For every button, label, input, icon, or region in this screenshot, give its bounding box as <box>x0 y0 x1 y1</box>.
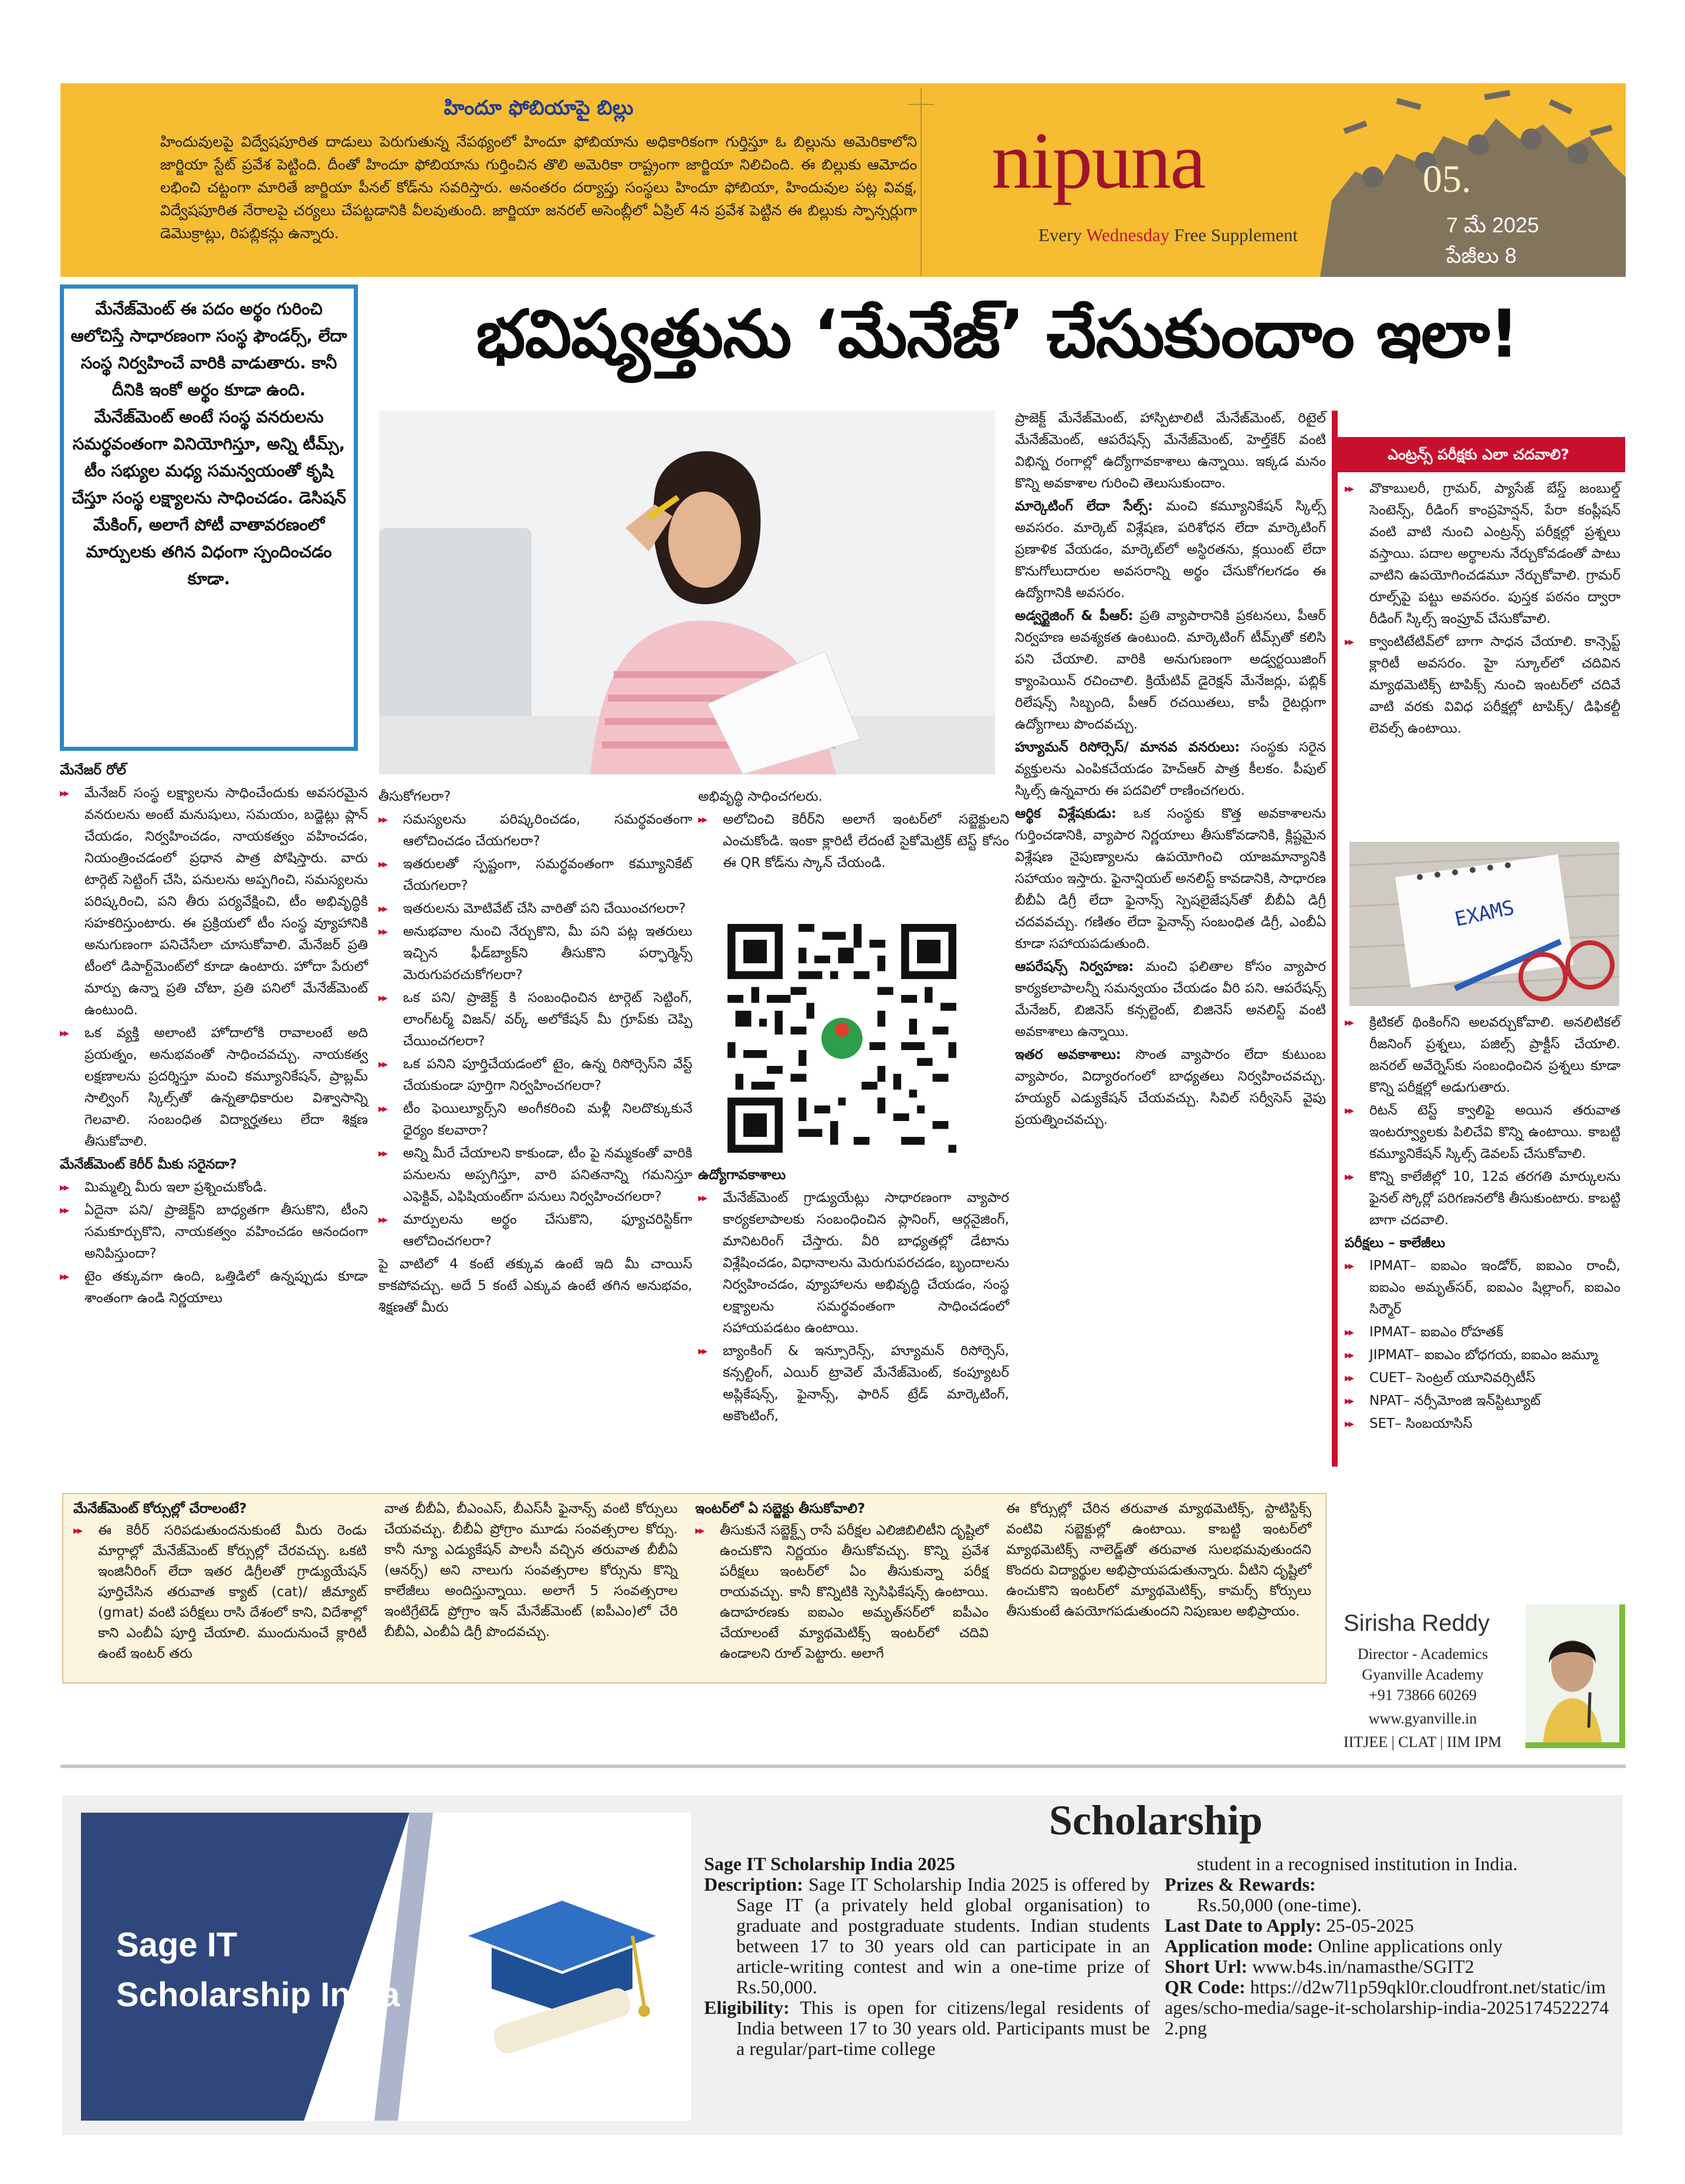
courses-text: వాత బీబీఏ, బీఎంఎస్, బీఎస్‌సీ ఫైనాన్స్ వంటి కోర్సులు చేయవచ్చు. బీబీఏ ప్రోగ్రాం మూడు సంవత్సరాల కోర్సు. కానీ న్యూ ఎడ్యుకేషన్ పాలసీ వచ్చిన తరువాత బీబీఏ (ఆనర్స్) అని నాలుగు సంవత్సరాల కోర్సును కొన్ని కాలేజీలు అందిస్తున్నాయి. అలాగే 5 సంవత్సరాల ఇంటిగ్రేటెడ్ ప్రోగ్రాం ఇన్ మేనేజ్‌మెంట్ (ఐపీఎం)లో చేరి బీబీఏ, ఎంబీఏ డిగ్రీ పొందవచ్చు. <box>384 1501 678 1640</box>
header-news-brief <box>60 83 940 277</box>
issue-pages: పేజీలు 8 <box>1446 243 1517 268</box>
banner-line-2: Scholarship India <box>116 1976 400 2014</box>
exams-heading: పరీక్షలు – కాలేజీలు <box>1345 1235 1446 1251</box>
scholarship-prize: Rs.50,000 (one-time). <box>1197 1894 1362 1915</box>
paragraph: పై వాటిలో 4 కంటే తక్కువ ఉంటే ఇది మీ చాయిస్ కాకపోవచ్చు. అదే 5 కంటే ఎక్కువ ఉంటే తగిన అనుభవం, శిక్షణతో మీరు <box>378 1257 692 1315</box>
exams-notebook-photo <box>1349 842 1619 1006</box>
expert-role: Director - Academics <box>1357 1645 1488 1662</box>
paragraph-other: ఇతర అవకాశాలు: సొంత వ్యాపారం లేదా కుటుంబ వ్యాపారం, విద్యారంగంలో బాధ్యతలు నిర్వహించవచ్చు. హయ్యర్ ఎడ్యుకేషన్ చేయవచ్చు. సివిల్ సర్వీసెస్ వైపు ప్రయత్నించవచ్చు. <box>1015 1047 1326 1127</box>
scholarship-title: Scholarship <box>1048 1797 1263 1844</box>
inter-subject-text: ఈ కోర్సుల్లో చేరిన తరువాత మ్యాథమెటిక్స్, స్టాటిస్టిక్స్ వంటివి సబ్జెక్టుల్లో ఉంటాయి. కాబట్టి ఇంటర్‌లో మ్యాథమెటిక్స్ నాలెడ్జ్‌తో తరువాత సులభమవుతుందని కొందరు విద్యార్థుల అభిప్రాయపడుతున్నారు. వీటిని దృష్టిలో ఉంచుకొని ఇంటర్‌లో మ్యాథమెటిక్స్, కామర్స్ కోర్సులు తీసుకుంటే ఉపయోగపడుతుందని నిపుణుల అభిప్రాయం. <box>1006 1501 1311 1619</box>
expert-phone: +91 73866 60269 <box>1369 1687 1477 1704</box>
section-heading-career-fit: మేనేజ్‌మెంట్ కెరీర్ మీకు సరైనదా? <box>60 1157 237 1172</box>
expert-org: Gyanville Academy <box>1362 1666 1484 1683</box>
courses-col-2 <box>384 1499 678 1644</box>
list-item: ▸▸ ఒక వ్యక్తి అలాంటి హోదాలోకి రావాలంటే అది ప్రయత్నం, అనుభవంతో సాధించవచ్చు. నాయకత్వ లక్షణాలను ప్రదర్శిస్తూ మంచి కమ్యూనికేషన్, ప్రాబ్లమ్ సాల్వింగ్ స్కిల్స్‌తో ఉన్నతాధికారుల విశ్వాసాన్ని గెలవాలి. సంబంధిత విద్యార్హతలు లేదా శిక్షణ తీసుకోవాలి. <box>60 1022 368 1153</box>
column-4 <box>1015 408 1326 1132</box>
qr-code[interactable] <box>728 924 956 1153</box>
list-item: ▸▸ మేనేజ్‌మెంట్ గ్రాడ్యుయేట్లు సాధారణంగా వ్యాపార కార్యకలాపాలకు సంబంధించిన ప్లానింగ్, ఆర్గనైజింగ్, మానిటరింగ్ చేస్తారు. వీరి బాధ్యతల్లో డేటాను విశ్లేషించడం, విధానాలను మెరుగుపరచడం, బృందాలను నిర్వహించడం, వ్యూహాలను అభివృద్ధి చేయడం, సంస్థ లక్ష్యాలను సమర్థవంతంగా సాధించడంలో సహాయపడటం ఉంటాయి. <box>698 1187 1009 1339</box>
list-item: ▸▸ కొన్ని కాలేజీల్లో 10, 12వ తరగతి మార్కులను ఫైనల్ స్కోర్లో పరిగణనలోకి తీసుకుంటారు. కాబట్టి బాగా చదవాలి. <box>1345 1166 1620 1231</box>
list-item: ▸▸ క్రిటికల్ థింకింగ్‌ని అలవర్చుకోవాలి. అనలిటికల్ రీజనింగ్ ప్రశ్నలు, పజిల్స్ ప్రాక్టీస్ చేయాలి. జనరల్ అవేర్నెస్‌కు సంబంధించిన ప్రశ్నలు కూడా కొన్ని పరీక్షల్లో అడుగుతారు. <box>1345 1012 1620 1099</box>
scholarship-description: Description: Sage IT Scholarship India 2025 is offered by Sage IT (a privately held global organisation) to graduate and postgraduate students. Indian students between 17 to 30 years old can participate in an article-writing contest and win a one-time prize of Rs.50,000. <box>704 1874 1151 1997</box>
list-item: ▸▸ వొకాబులరీ, గ్రామర్, ప్యాసేజ్ బేస్డ్ జంబుల్డ్ సెంటెన్స్, రీడింగ్ కాంప్రహెన్షన్, పేరా కంప్లీషన్ వంటి వాటి నుంచి ఎంట్రన్స్ పరీక్షల్లో ప్రశ్నలు వస్తాయి. పదాల అర్థాలను నేర్చుకోవడంతో పాటు వాటిని ఉపయోగించడమూ నేర్చుకోవాలి. గ్రామర్ రూల్స్‌పై పట్టు అవసరం. పుస్తక పఠనం ద్వారా రీడింగ్ స్కిల్స్ ఇంప్రూవ్ చేసుకోవాలి. <box>1345 478 1620 630</box>
inter-subject-text: ▸▸ తీసుకునే సబ్జెక్ట్స్ రాసే పరీక్షల ఎలిజిబిలిటీని దృష్టిలో ఉంచుకొని నిర్ణయం తీసుకోవచ్చు. కొన్ని ప్రవేశ పరీక్షలు ఇంటర్‌లో ఏం తీసుకున్నా పరీక్ష రాయవచ్చు. కానీ కొన్నిటికి స్పెసిఫికేషన్స్ ఉంటాయి. ఉదాహరణకు ఐఐఎం అమృత్‌సర్‌లో ఐపీఎం చేయాలంటే మ్యాథమెటిక్స్ ఇంటర్‌లో చదివి ఉండాలని రూల్ పెట్టారు. అలాగే <box>695 1521 989 1664</box>
expert-website[interactable]: www.gyanville.in <box>1368 1710 1477 1727</box>
column-2 <box>378 786 692 1320</box>
scholarship-eligibility-cont: student in a recognised institution in India. <box>1197 1853 1518 1874</box>
list-item: ▸▸ మార్పులను అర్థం చేసుకొని, ఫ్యూచరిస్టిక్‌గా ఆలోచించగలరా? <box>378 1209 692 1252</box>
list-item: ▸▸ బ్యాంకింగ్ & ఇన్సూరెన్స్, హ్యూమన్ రిసోర్సెస్, కన్సల్టింగ్, ఎయిర్ ట్రావెల్ మేనేజ్‌మెంట్, కంప్యూటర్ అప్లికేషన్స్, ఫైనాన్స్, ఫారిన్ ట్రేడ్ మార్కెటింగ్, అకౌంటింగ్, <box>698 1340 1009 1427</box>
column-3-bottom <box>698 1164 1009 1428</box>
exam-item: ▸▸ JIPMAT– ఐఐఎం బోధగయ, ఐఐఎం జమ్మూ <box>1345 1345 1620 1366</box>
scholarship-mode: Application mode: Online applications only <box>1165 1935 1503 1956</box>
list-item: ▸▸ టైం తక్కువగా ఉంది, ఒత్తిడిలో ఉన్నప్పుడు కూడా శాంతంగా ఉండి నిర్ణయాలు <box>60 1266 368 1309</box>
courses-col-4 <box>1006 1499 1311 1623</box>
sidebar-heading: ఎంట్రన్స్ పరీక్షకు ఎలా చదవాలి? <box>1332 437 1625 472</box>
section-heading-jobs: ఉద్యోగావకాశాలు <box>698 1167 786 1183</box>
scholarship-prize-label: Prizes & Rewards: <box>1165 1874 1316 1895</box>
sidebar-tips-top <box>1345 478 1620 741</box>
scholarship-qr-link[interactable]: QR Code: https://d2w7l1p59qkl0r.cloudfront.net/static/images/scho-media/sage-it-scholarship-india-20251745222742.png <box>1165 1976 1609 2039</box>
list-item: ▸▸ క్వాంటిటేటివ్‌లో బాగా సాధన చేయాలి. కాన్సెప్ట్ క్లారిటీ అవసరం. హై స్కూల్‌లో చదివిన మ్యాథమెటిక్స్ టాపిక్స్ నుంచి ఇంటర్‌లో చదివే వాటి వరకు వివిధ పరీక్షల్లో టాపిక్స్/ డిఫికల్టీ లెవల్స్ ఉంటాయి. <box>1345 631 1620 740</box>
scholarship-name: Sage IT Scholarship India 2025 <box>704 1853 955 1874</box>
scholarship-eligibility: Eligibility: This is open for citizens/legal residents of India between 17 to 30 years old. Participants must be a regular/part-time college <box>704 1997 1151 2059</box>
issue-date: 7 మే 2025 <box>1446 213 1539 237</box>
list-item: ▸▸ సమస్యలను పరిష్కరించడం, సమర్థవంతంగా ఆలోచించడం చేయగలరా? <box>378 809 692 852</box>
exam-item: ▸▸ NPAT– నర్సీమోంజి ఇన్‌స్టిట్యూట్ <box>1345 1390 1620 1412</box>
paragraph: తీసుకోగలరా? <box>378 789 451 804</box>
sidebar-accent-bar <box>1332 411 1338 1467</box>
expert-avatar <box>1525 1604 1625 1748</box>
paragraph-advertising: అడ్వర్టైజింగ్ & పీఆర్: ప్రతి వ్యాపారానికి ప్రకటనలు, పీఆర్ నిర్వహణ అవశ్యకత ఉంటుంది. మార్కెటింగ్ టీమ్స్‌తో కలిసి పని చేయాలి. వారికి అనుగుణంగా అడ్వర్టయిజింగ్ క్యాంపెయిన్ రచించాలి. క్రియేటివ్ డైరెక్షన్ మేనేజర్లు, పబ్లిక్ రిలేషన్స్ సిబ్బంది, పీఆర్ రచయితలు, కాపీ రైటర్లుగా ఉద్యోగాలు పొందవచ్చు. <box>1015 608 1326 732</box>
section-heading-manager-role: మేనేజర్ రోల్ <box>60 763 126 778</box>
intro-box: మేనేజ్‌మెంట్ ఈ పదం అర్థం గురించి ఆలోచిస్తే సాధారణంగా సంస్థ ఫౌండర్స్, లేదా సంస్థ నిర్వహించే వారికి వాడుతారు. కానీ దీనికి ఇంకో అర్థం కూడా ఉంది. మేనేజ్‌మెంట్ అంటే సంస్థ వనరులను సమర్థవంతంగా వినియోగిస్తూ, అన్ని టీమ్స్, టీం సభ్యుల మధ్య సమన్వయంతో కృషి చేస్తూ సంస్థ లక్ష్యాలను సాధించడం. డెసిషన్ మేకింగ్, అలాగే పోటీ వాతావరణంలో మార్పులకు తగిన విధంగా స్పందించడం కూడా. <box>60 285 358 751</box>
expert-name: Sirisha Reddy <box>1344 1610 1490 1636</box>
expert-tags: IITJEE | CLAT | IIM IPM <box>1344 1733 1502 1750</box>
section-divider <box>60 1765 1626 1768</box>
scholarship-url[interactable]: Short Url: www.b4s.in/namasthe/SGIT2 <box>1165 1956 1474 1977</box>
brand-logo: nipuna <box>992 116 1205 205</box>
list-item: ▸▸ ఒక పని/ ప్రాజెక్ట్ కి సంబంధించిన టార్గెట్ సెట్టింగ్, లాంగ్‌టర్మ్ విజన్/ వర్క్ అలోకేషన్ మీ గ్రూప్‌కు చెప్పి చేయించగలరా? <box>378 987 692 1052</box>
scholarship-deadline: Last Date to Apply: 25-05-2025 <box>1165 1915 1414 1936</box>
exam-item: ▸▸ IPMAT– ఐఐఎం రోహతక్ <box>1345 1322 1620 1343</box>
list-item: ▸▸ ఒక పనిని పూర్తిచేయడంలో టైం, ఉన్న రిసోర్సెస్‌ని వేస్ట్ చేయకుండా పూర్తిగా నిర్వహించగలరా? <box>378 1054 692 1097</box>
cross-divider-icon <box>904 88 939 276</box>
column-1 <box>60 760 368 1311</box>
paragraph: ప్రాజెక్ట్ మేనేజ్‌మెంట్, హాస్పిటాలిటీ మేనేజ్‌మెంట్, రిటైల్ మేనేజ్‌మెంట్, ఆపరేషన్స్ మేనేజ్‌మెంట్, హెల్త్‌కేర్ వంటి విభిన్న రంగాల్లో ఉద్యోగావకాశాలు ఉన్నాయి. ఇక్కడ మనం కొన్ని అవకాశాల గురించి తెలుసుకుందాం. <box>1015 411 1326 491</box>
courses-col-3 <box>695 1499 989 1665</box>
paragraph-marketing: మార్కెటింగ్ లేదా సేల్స్: మంచి కమ్యూనికేషన్ స్కిల్స్ అవసరం. మార్కెట్ విశ్లేషణ, పరిశోధన లేదా మార్కెటింగ్ ప్రణాళిక వేయడం, మార్కెట్‌లో అస్థిరతను, క్లయింట్ లేదా కొనుగోలుదారుల అవసరాన్ని అర్థం చేసుకోగలగడం ఈ ఉద్యోగానికి అవసరం. <box>1015 499 1326 601</box>
column-3-top <box>698 786 1009 875</box>
courses-text: ▸▸ ఈ కెరీర్ సరిపడుతుందనుకుంటే మీరు రెండు మార్గాల్లో మేనేజ్‌మెంట్ కోర్సుల్లో చేరవచ్చు. ఒకటి ఇంజినీరింగ్ లేదా ఇతర డిగ్రీలతో గ్రాడ్యుయేషన్ పూర్తిచేసిన తరువాత క్యాట్ (cat)/ జీమ్యాట్ (gmat) వంటి పరీక్షలు రాసి దేశంలో కాని, విదేశాల్లో కాని ఎంబీఏ పూర్తి చేయాలి. ముందునుంచే క్లారిటీ ఉంటే ఇంటర్ తరు <box>73 1521 367 1664</box>
student-photo <box>379 411 995 774</box>
list-item: ▸▸ అలోచించి కెరీర్‌ని అలాగే ఇంటర్‌లో సబ్జెక్టులని ఎంచుకోండి. ఇంకా క్లారిటీ లేదంటే సైకోమెట్రిక్ టెస్ట్ కోసం ఈ QR కోడ్‌ను స్కాన్ చేయండి. <box>698 809 1009 874</box>
exam-item: ▸▸ CUET– సెంట్రల్ యూనివర్సిటీస్ <box>1345 1367 1620 1389</box>
sidebar-tips-bottom <box>1345 1012 1620 1436</box>
paragraph-operations: ఆపరేషన్స్ నిర్వహణ: మంచి ఫలితాల కోసం వ్యాపార కార్యకలాపాలన్నీ సమన్వయం చేయడం వీరి పని. ఆపరేషన్స్ మేనేజర్, బిజినెస్ కన్సల్టెంట్, బిజినెస్ అనలిస్ట్ వంటి అవకాశాలు ఉన్నాయి. <box>1015 959 1326 1039</box>
exam-item: ▸▸ IPMAT– ఐఐఎం ఇండోర్, ఐఐఎం రాంచీ, ఐఐఎం అమృత్‌సర్, ఐఐఎం షిల్లాంగ్, ఐఐఎం సిర్మౌర్ <box>1345 1255 1620 1320</box>
courses-col-1 <box>73 1499 367 1665</box>
list-item: ▸▸ మిమ్మల్ని మీరు ఇలా ప్రశ్నించుకోండి. <box>60 1177 368 1198</box>
courses-heading: మేనేజ్‌మెంట్ కోర్సుల్లో చేరాలంటే? <box>73 1501 247 1516</box>
page-headline: భవిష్యత్తును ‘మేనేజ్’ చేసుకుందాం ఇలా! <box>476 296 1519 373</box>
scholarship-banner <box>81 1813 691 2121</box>
paragraph-financial-analyst: ఆర్థిక విశ్లేషకుడు: ఒక సంస్థకు కొత్త అవకాశాలను గుర్తించడానికి, వ్యాపార నిర్ణయాలు తీసుకోవడానికి, క్లిష్టమైన విశ్లేషణ నైపుణ్యాలను ఉపయోగించి యాజమాన్యానికి సహాయం ఇస్తారు. ఫైనాన్షియల్ అనలిస్ట్ కావడానికి, సాధారణ బీబీఏ డిగ్రీ లేదా ఫైనాన్స్ స్పెషలైజేషన్‌తో బీబీఏ డిగ్రీ చదవవచ్చు. గణితం లేదా ఫైనాన్స్ సంబంధిత డిగ్రీ, ఎంబీఏ కూడా సహాయపడుతుంది. <box>1015 806 1326 952</box>
paragraph-hr: హ్యూమన్ రిసోర్సెస్/ మానవ వనరులు: సంస్థకు సరైన వ్యక్తులను ఎంపికచేయడం హెచ్‌ఆర్ పాత్ర కీలకం. పీపుల్ స్కిల్స్ ఉన్నవారు ఈ పదవిలో రాణించగలరు. <box>1015 740 1326 798</box>
banner-line-1: Sage IT <box>116 1926 238 1964</box>
list-item: ▸▸ అనుభవాల నుంచి నేర్చుకొని, మీ పని పట్ల ఇతరులు ఇచ్చిన ఫీడ్‌బ్యాక్‌ని తీసుకొని పర్ఫార్మెన్స్ మెరుగుపరచుకోగలరా? <box>378 921 692 986</box>
list-item: ▸▸ ఇతరులతో స్పష్టంగా, సమర్థవంతంగా కమ్యూనికేట్ చేయగలరా? <box>378 854 692 897</box>
paragraph: అభివృద్ధి సాధించగలరు. <box>698 789 823 804</box>
exam-item: ▸▸ SET– సింబయాసిస్ <box>1345 1413 1620 1435</box>
inter-subject-heading: ఇంటర్‌లో ఏ సబ్జెక్టు తీసుకోవాలి? <box>695 1501 865 1516</box>
header-news-title: హిందూ ఫోబియాపై బిల్లు <box>444 96 634 120</box>
list-item: ▸▸ రిటన్ టెస్ట్ క్వాలిఫై అయిన తరువాత ఇంటర్వ్యూలకు పిలిచేవి కొన్ని ఉంటాయి. కాబట్టి కమ్యూనికేషన్ స్కిల్స్ డెవలప్ చేసుకోవాలి. <box>1345 1100 1620 1165</box>
brand-tagline: Every Wednesday Free Supplement <box>1038 225 1298 245</box>
list-item: ▸▸ టీం ఫెయిల్యూర్స్‌ని అంగీకరించి మళ్లీ నిలదొక్కుకునే ధైర్యం కలవారా? <box>378 1098 692 1142</box>
list-item: ▸▸ ఇతరులను మోటివేట్ చేసి వారితో పని చేయించగలరా? <box>378 898 692 920</box>
header-news-body: హిందువులపై విద్వేషపూరిత దాడులు పెరుగుతున్న నేపథ్యంలో హిందూ ఫోబియాను అధికారికంగా గుర్తిస్తూ ఓ బిల్లును అమెరికాలోని జార్జియా స్టేట్ ప్రవేశ పెట్టింది. దీంతో హిందూ ఫోబియాను గుర్తించిన తొలి అమెరికా రాష్ట్రంగా జార్జియా నిలిచింది. ఈ బిల్లుకు ఆమోదం లభించి చట్టంగా మారితే జార్జియా పీనల్ కోడ్‌ను సవరిస్తారు. అనంతరం దర్యాప్తు సంస్థలు హిందూ ఫోబియా, హిందువుల పట్ల వివక్ష, విద్వేషపూరిత నేరాలపై చర్యలు చేపట్టడానికి వీలవుతుంది. జార్జియా జనరల్ అసెంబ్లీలో ఏప్రిల్ 4న ప్రవేశ పెట్టిన ఈ బిల్లుకు స్పాన్సర్లుగా డెమొక్రాట్లు, రిపబ్లికన్లు ఉన్నారు. <box>160 133 917 242</box>
scholarship-col-left <box>704 1854 1150 2059</box>
list-item: ▸▸ అన్ని మీరే చేయాలని కాకుండా, టీం పై నమ్మకంతో వారికి పనులను అప్పగిస్తూ, వారి పనితనాన్ని గమనిస్తూ ఎఫెక్టివ్, ఎఫిషియంట్‌గా పనులు నిర్వహించగలరా? <box>378 1143 692 1208</box>
list-item: ▸▸ మేనేజర్ సంస్థ లక్ష్యాలను సాధించేందుకు అవసరమైన వనరులను అంటే మనుషులు, సమయం, బడ్జెట్లు ప్లాన్ చేయడం, నిర్వహించడం, నాయకత్వం వహించడం, నియంత్రించడంలో ప్రధాన పాత్ర పోషిస్తారు. వారు టార్గెట్ సెట్టింగ్ చేసి, పనులను అప్పగించి, సమస్యలను పరిష్కరించి, పని తీరు పర్యవేక్షించి, టీం అభివృద్ధికి సహకరిస్తుంటారు. ఈ ప్రక్రియలో టీం సంస్థ వ్యూహానికి అనుగుణంగా పనిచేసేలా చూసుకోవాలి. మేనేజర్ ప్రతి టీంలో డిపార్ట్‌మెంట్‌లో కూడా ఉంటారు. హోదా పేరులో మార్పు ఉన్నా ప్రతి చోటా, ప్రతి పనిలో మేనేజ్‌మెంట్ ఉంటుంది. <box>60 783 368 1021</box>
issue-number: 05. <box>1423 158 1471 201</box>
scholarship-col-right <box>1165 1854 1610 2039</box>
list-item: ▸▸ ఏదైనా పని/ ప్రాజెక్ట్‌ని బాధ్యతగా తీసుకొని, టీంని సమకూర్చుకొని, నాయకత్వం వహించడం ఆనందంగా అనిపిస్తుందా? <box>60 1200 368 1265</box>
exams-label: EXAMS <box>1453 896 1517 932</box>
